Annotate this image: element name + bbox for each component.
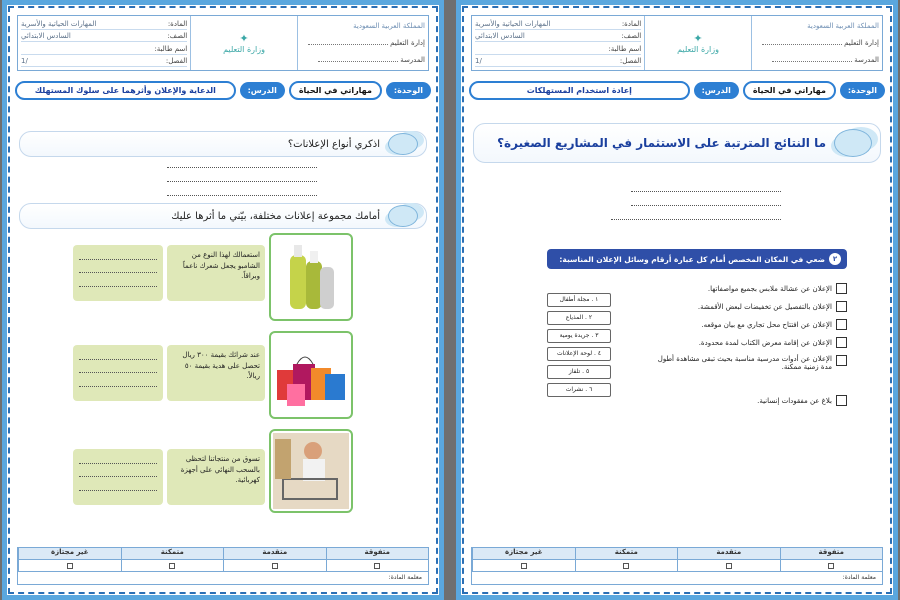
cloud-icon [388,205,418,227]
unit-lesson-bar: الوحدة: مهاراتي في الحياة الدرس: إعادة استخدام المستهلكات [469,79,885,101]
question-1: اذكري أنواع الإعلانات؟ [287,138,380,150]
exercise-number: ٢ [829,253,841,265]
answer-box[interactable] [836,283,847,294]
cloud-icon [834,129,872,157]
shopping-bags-icon [273,340,349,410]
answer-box[interactable] [836,355,847,366]
worksheet-page-left [2,0,444,600]
option-item: ٦ . نشرات [547,383,611,397]
question-2: أمامك مجموعة إعلانات مختلفة، بيّني ما أثرها عليك [171,210,380,222]
level-checkbox[interactable] [623,563,629,569]
teacher-sign: معلمة المادة: [388,574,422,581]
answer-box[interactable] [836,319,847,330]
worksheet-page-right [456,0,898,600]
cloud-icon [388,133,418,155]
lesson-label: الدرس: [240,82,285,99]
admin-label: إدارة التعليم [390,38,425,47]
unit-label: الوحدة: [386,82,431,99]
school-label: المدرسة [400,55,425,64]
shampoo-image [269,233,353,321]
answer-line[interactable] [167,167,317,168]
statement-row: الإعلان عن إقامة معرض الكتاب لمدة محدودة. [699,337,847,348]
header-box [17,15,429,71]
header-kingdom: المملكة العربية السعودية إدارة التعليم المدرسة [751,16,882,70]
answer-line[interactable] [631,205,781,206]
exercise-title-bar: ٢ ضعي في المكان المخصص أمام كل عبارة أرقام وسائل الإعلان المناسبة: [547,249,847,269]
option-item: ١ . مجلة أطفال [547,293,611,307]
unit-lesson-bar [15,79,431,101]
ministry-logo-icon: ✦ [693,32,703,45]
level-checkbox[interactable] [169,563,175,569]
main-question-banner [473,123,881,163]
answer-line[interactable] [631,191,781,192]
header-fields: المادة: المهارات الحياتية والأسرية الصف: السادس الابتدائي اسم طالبة: الفصل: /1 [475,19,642,66]
shopping-image [269,429,353,513]
option-item: ٢ . المذياع [547,311,611,325]
answer-line[interactable] [167,181,317,182]
ad-text-1: استعمالك لهذا النوع من الشامبو يجعل شعرك ناعماً وبراقاً. [167,245,265,301]
answer-box[interactable] [836,301,847,312]
level-checkbox[interactable] [67,563,73,569]
option-item: ٤ . لوحة الإعلانات [547,347,611,361]
header-kingdom [297,16,428,70]
level-checkbox[interactable] [374,563,380,569]
ad-answer-2[interactable] [73,345,163,401]
option-item: ٣ . جريدة يومية [547,329,611,343]
shampoo-bottles-icon [276,239,346,315]
ad-text-2: عند شرائك بقيمة ٣٠٠ ريال تحصل على هدية بقيمة ٥٠ ريالاً. [167,345,265,401]
evaluation-footer [17,547,429,585]
kingdom-title: المملكة العربية السعودية [353,22,425,31]
question-banner-2 [19,203,427,229]
shopping-cart-icon [273,433,349,509]
ad-answer-3[interactable] [73,449,163,505]
header-fields: المادة: المهارات الحياتية والأسرية الصف: السادس الابتدائي اسم طالبة: الفصل: /1 [21,19,188,66]
ministry-logo-icon: ✦ [239,32,249,45]
statement-row: الإعلان عن افتتاح محل تجاري مع بيان موقعه. [701,319,847,330]
level-checkbox[interactable] [726,563,732,569]
option-item: ٥ . تلفاز [547,365,611,379]
answer-box[interactable] [836,337,847,348]
statement-row: الإعلان عن أدوات مدرسية مناسبة بحيث تبقى مشاهدة أطول مدة زمنية ممكنة. [647,355,847,371]
unit-value: مهاراتي في الحياة [289,81,382,100]
statement-row: الإعلان بالتفصيل عن تخفيضات لبعض الأقمشة. [698,301,847,312]
question-banner-1 [19,131,427,157]
ad-answer-1[interactable] [73,245,163,301]
matching-exercise [547,249,847,425]
evaluation-footer: متفوقة متقدمة متمكنة غير مجتازة معلمة المادة: [471,547,883,585]
ministry-logo: ✦ وزارة التعليم [644,16,751,70]
footer-levels: متفوقة متقدمة متمكنة غير مجتازة [18,548,428,560]
lesson-value: الدعاية والإعلان وأثرهما على سلوك المستهلك [15,81,236,100]
level-checkbox[interactable] [272,563,278,569]
level-checkbox[interactable] [828,563,834,569]
statement-row: الإعلان عن عشالة ملابس بجميع مواصفاتها. [708,283,847,294]
ministry-logo: ✦ وزارة التعليم [190,16,297,70]
answer-line[interactable] [167,195,317,196]
statement-row: بلاغ عن مفقودات إنسانية. [757,395,847,406]
answer-box[interactable] [836,395,847,406]
header-box [471,15,883,71]
level-checkbox[interactable] [521,563,527,569]
ad-text-3: تسوق من منتجاتنا لتحظى بالسحب النهائي على أجهزة كهربائية. [167,449,265,505]
main-question: ما النتائج المترتبة على الاستثمار في المشاريع الصغيرة؟ [497,136,826,150]
bags-image [269,331,353,419]
answer-line[interactable] [611,219,781,220]
